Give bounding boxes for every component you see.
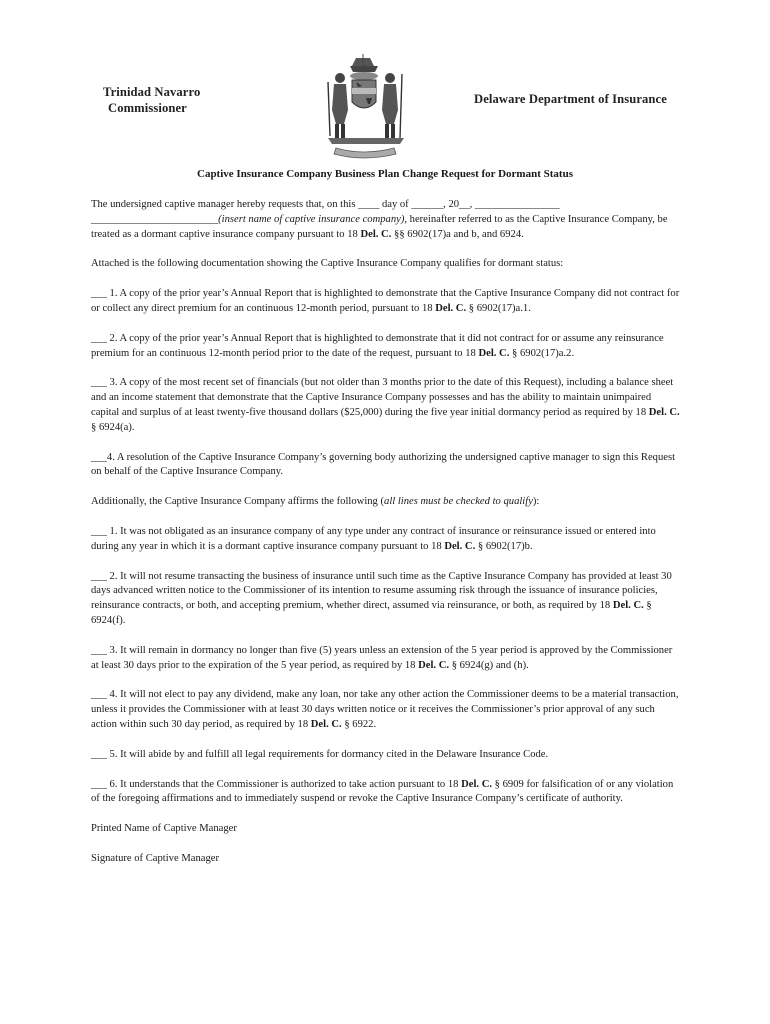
del-c-ref: Del. C. <box>478 347 510 359</box>
commissioner-block <box>103 84 200 116</box>
insert-name-note: (insert name of captive insurance company) <box>218 213 405 225</box>
doc-item-2 <box>91 332 681 362</box>
affirmation-text: ___ 2. It will not resume transacting the business of insurance until such time as the Captive Insurance Company has provided at least 30 days advanced written notice to the Commissioner of its intention to resume assuming risk through the issuance of insurance policies, reinsurance contracts, or both, and accepting premium, whether direct, assumed via reinsurance, or both, as required by 18 <box>91 570 672 612</box>
intro-rest: , hereinafter referred to as the Captive Insurance Company, be treated as a dormant captive insurance company pursuant to 18 <box>91 213 668 240</box>
intro-tail: §§ 6902(17)a and b, and 6924. <box>391 228 524 240</box>
del-c-ref: Del. C. <box>418 659 450 671</box>
affirm-paragraph <box>91 495 681 510</box>
intro-paragraph <box>91 198 681 242</box>
affirmation-1 <box>91 525 681 555</box>
company-name-blank: ________________________ <box>91 213 219 225</box>
intro-line: The undersigned captive manager hereby requests that, on this ____ day of ______, 20__, ________________ <box>91 199 560 210</box>
affirmation-text: ___ 4. It will not elect to pay any dividend, make any loan, nor take any other action the Commissioner deems to be a material transaction, unless it provides the Commissioner with at least 30 days written notice or it receives the Commissioner’s prior approval of any such action within such 30 day period, as required by 18 <box>91 689 679 730</box>
affirmation-citation: § 6909 for falsification of or any violation of the foregoing affirmations and to immediately suspend or revoke the Captive Insurance Company’s certificate of authority. <box>91 778 674 805</box>
del-c-ref: Del. C. <box>444 540 476 552</box>
affirm-close: ): <box>532 496 540 508</box>
affirmation-citation: § 6924(g) and (h). <box>449 659 529 671</box>
doc-item-4 <box>91 451 681 481</box>
affirmation-3 <box>91 644 681 674</box>
doc-item-3 <box>91 376 681 435</box>
del-c-ref: Del. C. <box>612 600 644 612</box>
department-name: Delaware Department of Insurance <box>474 92 667 106</box>
affirmation-citation: § 6924(f). <box>91 600 652 626</box>
affirmation-text: ___ 5. It will abide by and fulfill all legal requirements for dormancy cited in the Delaware Insurance Code. <box>91 748 549 760</box>
affirmation-text: ___ 1. It was not obligated as an insurance company of any type under any contract of insurance or reinsurance issued or entered into during any year in which it is a dormant captive insurance company pursuant to 18 <box>91 525 656 552</box>
doc-item-citation: § 6902(17)a.1. <box>466 302 531 314</box>
del-c-ref: Del. C. <box>360 228 392 240</box>
doc-item-text: ___ 1. A copy of the prior year’s Annual Report that is highlighted to demonstrate that the Captive Insurance Company did not contract for or collect any direct premium for an continuous 12-month period, pursuant to 18 <box>91 288 680 314</box>
commissioner-title: Commissioner <box>108 101 187 115</box>
affirmation-6 <box>91 778 681 808</box>
commissioner-name: Trinidad Navarro <box>103 85 201 99</box>
document-title: Captive Insurance Company Business Plan Change Request for Dormant Status <box>197 168 573 180</box>
affirmation-2 <box>91 570 681 629</box>
attached-paragraph: Attached is the following documentation showing the Captive Insurance Company qualifies for dormant status: <box>91 258 564 270</box>
affirmation-4 <box>91 688 681 732</box>
del-c-ref: Del. C. <box>435 302 467 314</box>
del-c-ref: Del. C. <box>461 778 493 790</box>
affirmation-text: ___ 6. It understands that the Commissioner is authorized to take action pursuant to 18 <box>91 778 462 790</box>
doc-item-text: ___4. A resolution of the Captive Insurance Company’s governing body authorizing the undersigned captive manager to sign this Request on behalf of the Captive Insurance Company. <box>91 451 676 478</box>
printed-name-label: Printed Name of Captive Manager <box>91 823 237 835</box>
affirm-note: all lines must be checked to qualify <box>384 496 533 508</box>
signature-label: Signature of Captive Manager <box>91 852 219 864</box>
affirmation-text: ___ 3. It will remain in dormancy no longer than five (5) years unless an extension of the 5 year period is approved by the Commissioner at least 30 days prior to the expiration of the 5 year period, as required by 18 <box>91 644 673 671</box>
doc-item-citation: § 6902(17)a.2. <box>509 347 575 359</box>
affirmation-5 <box>91 748 681 763</box>
del-c-ref: Del. C. <box>310 718 342 730</box>
doc-item-citation: § 6924(a). <box>91 421 135 433</box>
letterhead <box>0 0 770 160</box>
delaware-seal-icon <box>318 52 418 162</box>
document-body <box>91 198 681 882</box>
affirmation-citation: § 6922. <box>341 718 377 730</box>
affirm-text: Additionally, the Captive Insurance Company affirms the following ( <box>91 496 385 508</box>
affirmation-citation: § 6902(17)b. <box>475 540 533 552</box>
doc-item-text: ___ 2. A copy of the prior year’s Annual Report that is highlighted to demonstrate that it did not contract for or assume any reinsurance premium for an continuous 12-month period prior to the date of the request, pursuant to 18 <box>91 332 664 359</box>
doc-item-text: ___ 3. A copy of the most recent set of financials (but not older than 3 months prior to the date of this Request), including a balance sheet and an income statement that demonstrate that the Captive Insurance Company possesses and has the ability to maintain unimpaired capital and surplus of at least twenty-five thousand dollars ($25,000) during the five year initial dormancy period as required by 18 <box>91 377 674 418</box>
del-c-ref: Del. C. <box>648 406 680 418</box>
doc-item-1 <box>91 287 681 317</box>
